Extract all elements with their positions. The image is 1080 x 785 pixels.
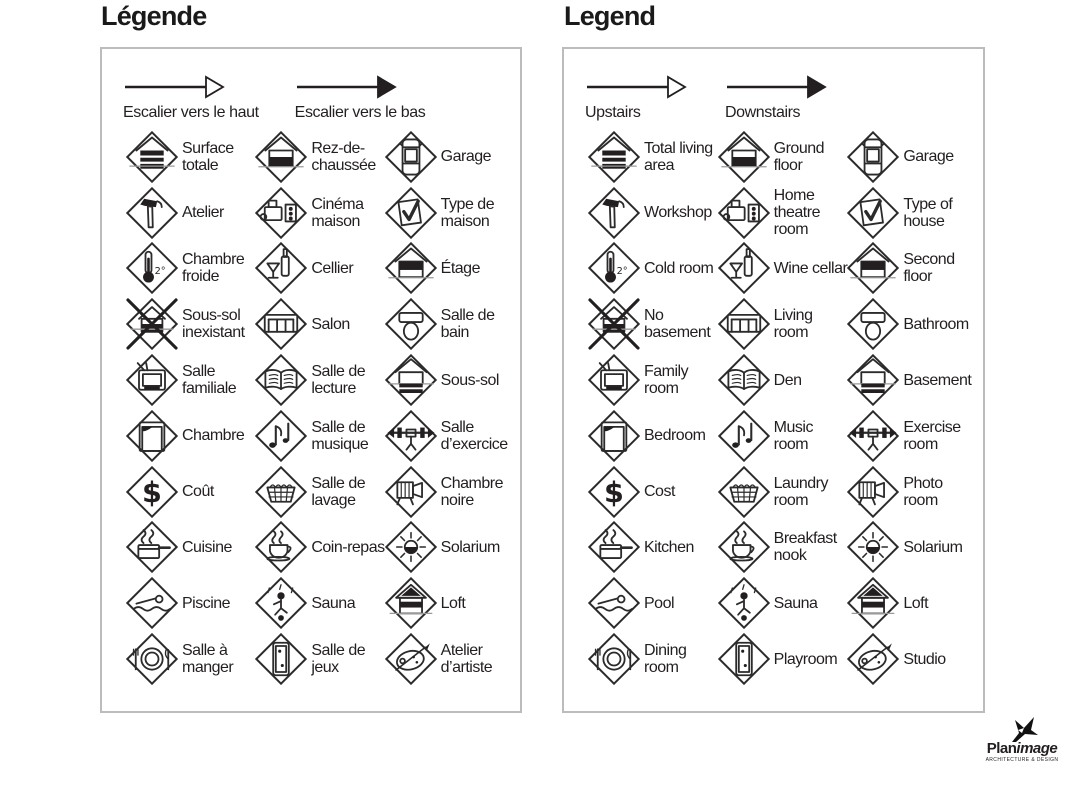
legend-item-label: Salle à manger bbox=[182, 641, 234, 677]
legend-item bbox=[126, 298, 255, 350]
legend-item bbox=[847, 298, 977, 350]
downstairs-arrow-label: Downstairs bbox=[725, 104, 801, 121]
legend-item-label: Exercise room bbox=[903, 418, 961, 453]
legend-item bbox=[588, 633, 718, 685]
legend-item-label: Bedroom bbox=[644, 427, 706, 445]
legend-item bbox=[255, 410, 384, 462]
planimage-logo-tagline: ARCHITECTURE & DESIGN bbox=[985, 757, 1059, 763]
downstairs-arrow-block bbox=[725, 73, 829, 122]
legend-item-label: Type de maison bbox=[440, 195, 495, 230]
planimage-bird-icon bbox=[1004, 716, 1040, 743]
legend-item bbox=[718, 466, 848, 518]
no-basement-icon bbox=[588, 298, 640, 350]
total-area-icon bbox=[588, 131, 640, 183]
sofa-icon bbox=[255, 298, 307, 350]
legend-item-label: Wine cellar bbox=[773, 259, 848, 277]
svg-text:$: $ bbox=[142, 474, 162, 509]
legend-item-label: Family room bbox=[644, 362, 689, 398]
legend-item bbox=[847, 633, 977, 685]
legend-item bbox=[255, 633, 384, 685]
basement-icon bbox=[847, 354, 899, 406]
house-type-check-icon bbox=[385, 187, 437, 239]
legend-item bbox=[588, 187, 718, 239]
home-theatre-projector-icon bbox=[718, 187, 770, 239]
legend-item-label: Music room bbox=[773, 418, 813, 453]
legend-item bbox=[126, 354, 255, 406]
family-tv-icon bbox=[588, 354, 640, 406]
downstairs-arrow-icon bbox=[725, 73, 829, 101]
legend-item bbox=[385, 410, 514, 462]
legend-item-label: Kitchen bbox=[644, 538, 694, 556]
wine-cellar-icon bbox=[255, 242, 307, 294]
sofa-icon bbox=[718, 298, 770, 350]
loft-house-icon bbox=[847, 577, 899, 629]
legend-item-label: Surface totale bbox=[182, 139, 234, 174]
second-floor-icon bbox=[385, 242, 437, 294]
cold-thermometer-icon bbox=[588, 242, 640, 294]
legend-item bbox=[255, 577, 384, 629]
legend-item-label: Salle familiale bbox=[182, 362, 237, 398]
legend-item-label: Salle de lavage bbox=[311, 474, 366, 509]
legend-item bbox=[847, 242, 977, 294]
garage-car-icon bbox=[385, 131, 437, 183]
legend-item-label: Salle de bain bbox=[440, 307, 495, 342]
legend-item bbox=[126, 633, 255, 685]
legend-item-label: Atelier d’artiste bbox=[440, 641, 493, 677]
legend-item bbox=[126, 521, 255, 573]
laundry-basket-icon bbox=[718, 466, 770, 518]
legend-item-label: Type of house bbox=[903, 195, 953, 230]
bedroom-bed-icon bbox=[588, 410, 640, 462]
cost-dollar-icon bbox=[126, 466, 178, 518]
pool-swimmer-icon bbox=[588, 577, 640, 629]
legend-item-label: Laundry room bbox=[773, 474, 828, 509]
legend-item-label: Salle de musique bbox=[311, 418, 369, 453]
no-basement-icon bbox=[126, 298, 178, 350]
solarium-sun-icon bbox=[847, 521, 899, 573]
photo-enlarger-icon bbox=[385, 466, 437, 518]
legend-item-label: Sauna bbox=[311, 594, 356, 612]
exercise-weights-icon bbox=[385, 410, 437, 462]
logo-name-image: image bbox=[1016, 740, 1058, 757]
legend-item-label: Breakfast nook bbox=[773, 530, 837, 565]
legend-item bbox=[126, 131, 255, 183]
downstairs-arrow-block bbox=[295, 73, 426, 122]
playroom-table-icon bbox=[255, 633, 307, 685]
sauna-person-icon bbox=[255, 577, 307, 629]
workshop-hammer-icon bbox=[126, 187, 178, 239]
legend-item bbox=[385, 521, 514, 573]
home-theatre-projector-icon bbox=[255, 187, 307, 239]
den-book-icon bbox=[255, 354, 307, 406]
upstairs-arrow-icon bbox=[123, 73, 227, 101]
legend-item-label: Home theatre room bbox=[773, 187, 820, 239]
legend-title-english: Legend bbox=[564, 1, 656, 31]
upstairs-arrow-label: Escalier vers le haut bbox=[123, 104, 259, 121]
svg-text:$: $ bbox=[604, 474, 624, 509]
legend-item bbox=[588, 521, 718, 573]
legend-item bbox=[126, 577, 255, 629]
legend-item-label: Total living area bbox=[644, 139, 713, 174]
legend-item-label: Playroom bbox=[773, 650, 838, 668]
kitchen-pot-icon bbox=[588, 521, 640, 573]
svg-text:2°: 2° bbox=[154, 266, 166, 278]
ground-floor-icon bbox=[255, 131, 307, 183]
legend-item-label: Piscine bbox=[182, 594, 231, 612]
legend-item bbox=[718, 242, 848, 294]
legend-item-label: Étage bbox=[440, 259, 480, 277]
legend-item-label: Bathroom bbox=[903, 315, 969, 333]
legend-item bbox=[255, 242, 384, 294]
legend-item bbox=[847, 354, 977, 406]
legend-item-label: Second floor bbox=[903, 251, 955, 286]
legend-item-label: Den bbox=[773, 371, 802, 389]
legend-item-label: Coût bbox=[182, 483, 214, 501]
planimage-logo bbox=[972, 716, 1072, 763]
legend-item bbox=[385, 298, 514, 350]
legend-item bbox=[718, 633, 848, 685]
bedroom-bed-icon bbox=[126, 410, 178, 462]
sauna-person-icon bbox=[718, 577, 770, 629]
legend-item bbox=[847, 131, 977, 183]
legend-item-label: Garage bbox=[903, 148, 954, 166]
legend-item bbox=[847, 410, 977, 462]
photo-enlarger-icon bbox=[847, 466, 899, 518]
studio-palette-icon bbox=[385, 633, 437, 685]
dining-plate-icon bbox=[588, 633, 640, 685]
laundry-basket-icon bbox=[255, 466, 307, 518]
legend-item bbox=[847, 466, 977, 518]
legend-item-label: Pool bbox=[644, 594, 675, 612]
legend-item-label: Dining room bbox=[644, 641, 687, 677]
downstairs-arrow-label: Escalier vers le bas bbox=[294, 104, 426, 121]
legend-grid bbox=[126, 129, 514, 687]
legend-item-label: Loft bbox=[903, 594, 929, 612]
legend-item-label: Cold room bbox=[644, 259, 714, 277]
legend-item-label: Cinéma maison bbox=[311, 195, 364, 230]
svg-text:2°: 2° bbox=[616, 266, 628, 278]
legend-item bbox=[385, 633, 514, 685]
legend-item-label: Living room bbox=[773, 307, 813, 342]
legend-panel-english bbox=[562, 47, 985, 713]
basement-icon bbox=[385, 354, 437, 406]
legend-item bbox=[847, 577, 977, 629]
legend-item-label: Atelier bbox=[182, 204, 224, 222]
legend-item-label: Studio bbox=[903, 650, 946, 668]
upstairs-arrow-icon bbox=[585, 73, 689, 101]
breakfast-cup-icon bbox=[718, 521, 770, 573]
upstairs-arrow-block bbox=[585, 73, 689, 122]
upstairs-arrow-block bbox=[123, 73, 259, 122]
legend-item bbox=[255, 131, 384, 183]
den-book-icon bbox=[718, 354, 770, 406]
legend-item-label: No basement bbox=[644, 307, 711, 342]
legend-item bbox=[718, 577, 848, 629]
playroom-table-icon bbox=[718, 633, 770, 685]
music-notes-icon bbox=[718, 410, 770, 462]
legend-item bbox=[255, 298, 384, 350]
stair-arrows bbox=[585, 73, 829, 122]
legend-item-label: Workshop bbox=[644, 204, 712, 222]
logo-name-plan: Plan bbox=[986, 740, 1017, 757]
legend-item bbox=[385, 131, 514, 183]
pool-swimmer-icon bbox=[126, 577, 178, 629]
legend-item bbox=[126, 187, 255, 239]
wine-cellar-icon bbox=[718, 242, 770, 294]
legend-item bbox=[588, 131, 718, 183]
legend-item bbox=[588, 298, 718, 350]
legend-item bbox=[126, 410, 255, 462]
legend-item-label: Salon bbox=[311, 315, 350, 333]
legend-item bbox=[588, 466, 718, 518]
legend-item-label: Basement bbox=[903, 371, 972, 389]
studio-palette-icon bbox=[847, 633, 899, 685]
legend-item bbox=[718, 187, 848, 239]
legend-item-label: Photo room bbox=[903, 474, 943, 509]
legend-item-label: Ground floor bbox=[773, 139, 825, 174]
legend-item bbox=[385, 187, 514, 239]
bathroom-toilet-icon bbox=[385, 298, 437, 350]
legend-item bbox=[718, 521, 848, 573]
legend-item bbox=[126, 242, 255, 294]
breakfast-cup-icon bbox=[255, 521, 307, 573]
legend-item bbox=[385, 242, 514, 294]
legend-item-label: Chambre noire bbox=[440, 474, 503, 509]
loft-house-icon bbox=[385, 577, 437, 629]
legend-item bbox=[255, 466, 384, 518]
music-notes-icon bbox=[255, 410, 307, 462]
legend-item bbox=[718, 354, 848, 406]
planimage-logo-name bbox=[987, 741, 1058, 756]
legend-item-label: Cellier bbox=[311, 259, 354, 277]
legend-item-label: Sous-sol inexistant bbox=[182, 307, 245, 342]
stair-arrows bbox=[123, 73, 425, 122]
workshop-hammer-icon bbox=[588, 187, 640, 239]
legend-item-label: Garage bbox=[440, 148, 492, 166]
legend-item-label: Chambre froide bbox=[182, 251, 245, 286]
legend-item bbox=[718, 298, 848, 350]
bathroom-toilet-icon bbox=[847, 298, 899, 350]
legend-item-label: Salle de jeux bbox=[311, 641, 366, 677]
legend-item bbox=[126, 466, 255, 518]
dining-plate-icon bbox=[126, 633, 178, 685]
legend-item-label: Salle de lecture bbox=[311, 362, 366, 398]
legend-item-label: Cuisine bbox=[182, 538, 232, 556]
legend-item bbox=[847, 187, 977, 239]
legend-item-label: Sous-sol bbox=[440, 371, 499, 389]
second-floor-icon bbox=[847, 242, 899, 294]
legend-item bbox=[588, 354, 718, 406]
legend-item bbox=[718, 410, 848, 462]
solarium-sun-icon bbox=[385, 521, 437, 573]
legend-grid bbox=[588, 129, 977, 687]
cost-dollar-icon bbox=[588, 466, 640, 518]
cold-thermometer-icon bbox=[126, 242, 178, 294]
legend-item-label: Coin-repas bbox=[311, 538, 385, 556]
legend-item bbox=[385, 466, 514, 518]
legend-item-label: Chambre bbox=[182, 427, 245, 445]
legend-item bbox=[255, 187, 384, 239]
legend-item bbox=[385, 577, 514, 629]
total-area-icon bbox=[126, 131, 178, 183]
upstairs-arrow-label: Upstairs bbox=[585, 104, 641, 121]
legend-item bbox=[255, 521, 384, 573]
legend-item-label: Sauna bbox=[773, 594, 818, 612]
legend-item bbox=[385, 354, 514, 406]
legend-panel-french bbox=[100, 47, 522, 713]
legend-item-label: Salle d’exercice bbox=[440, 418, 508, 453]
legend-item bbox=[718, 131, 848, 183]
legend-item bbox=[588, 242, 718, 294]
family-tv-icon bbox=[126, 354, 178, 406]
exercise-weights-icon bbox=[847, 410, 899, 462]
house-type-check-icon bbox=[847, 187, 899, 239]
garage-car-icon bbox=[847, 131, 899, 183]
legend-item-label: Solarium bbox=[440, 538, 500, 556]
legend-item bbox=[255, 354, 384, 406]
legend-item-label: Solarium bbox=[903, 538, 963, 556]
legend-item-label: Cost bbox=[644, 483, 675, 501]
ground-floor-icon bbox=[718, 131, 770, 183]
legend-item bbox=[588, 577, 718, 629]
kitchen-pot-icon bbox=[126, 521, 178, 573]
legend-item-label: Loft bbox=[440, 594, 466, 612]
legend-item bbox=[847, 521, 977, 573]
legend-item bbox=[588, 410, 718, 462]
downstairs-arrow-icon bbox=[295, 73, 399, 101]
legend-item-label: Rez-de-chaussée bbox=[311, 139, 376, 174]
legend-title-french: Légende bbox=[101, 1, 207, 31]
